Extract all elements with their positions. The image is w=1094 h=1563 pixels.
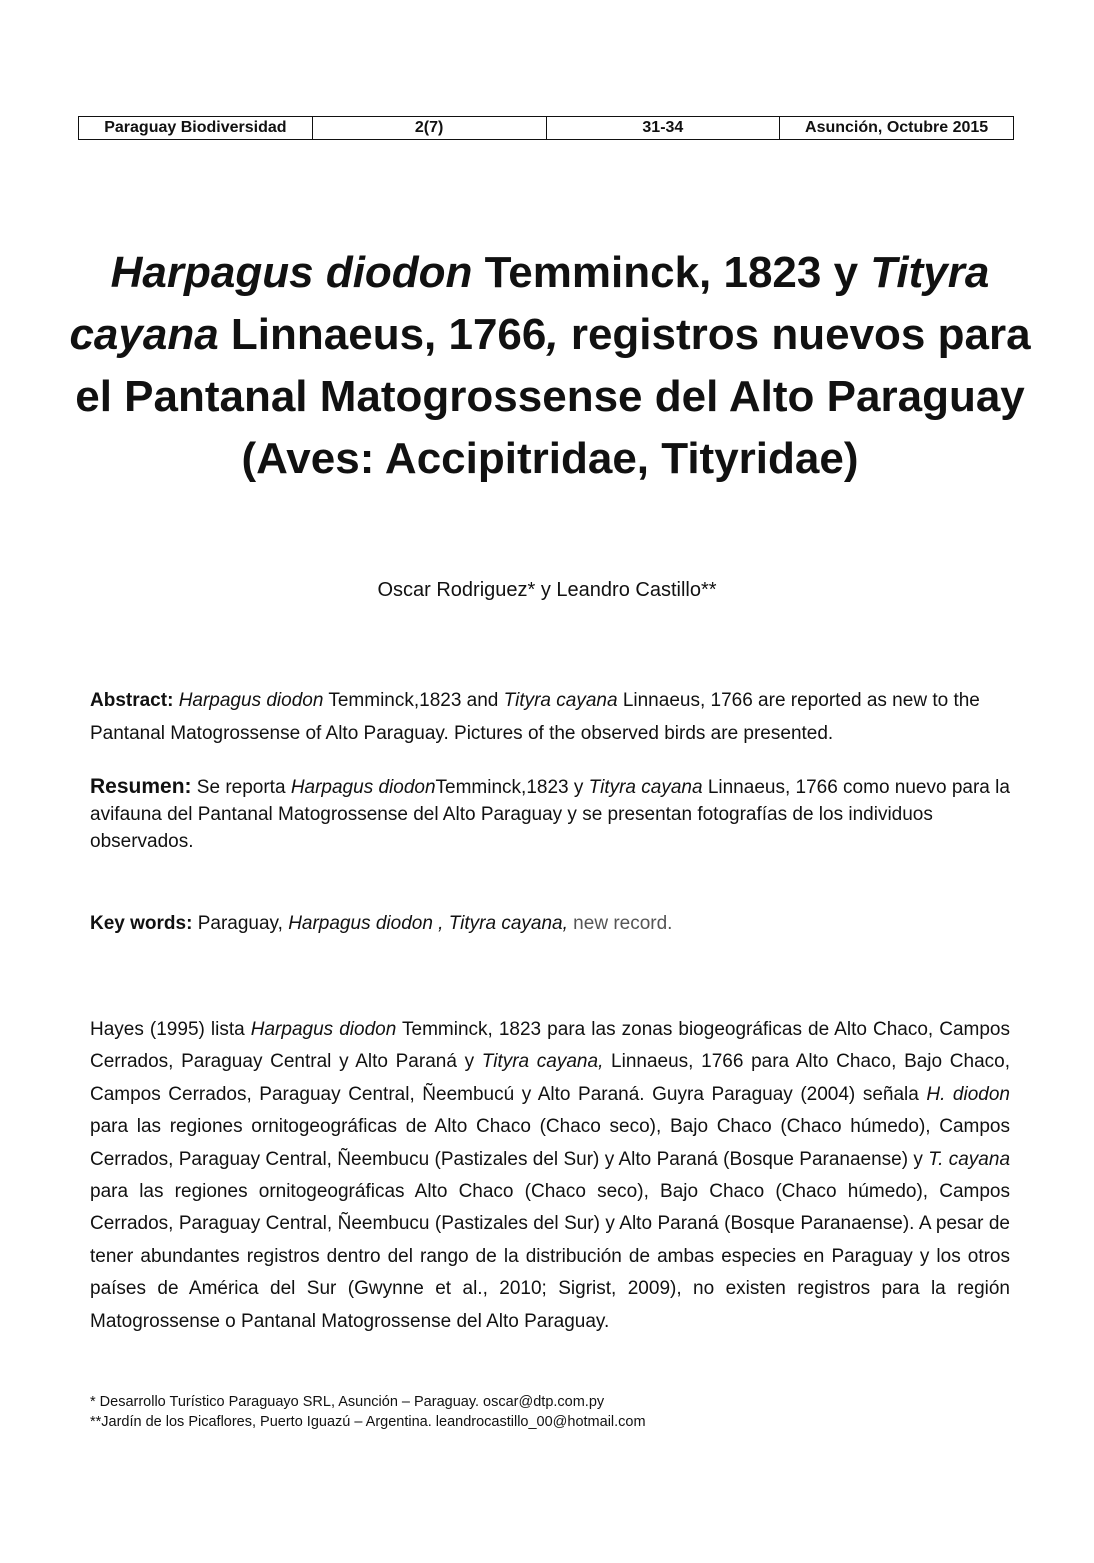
body-text-1: Hayes (1995) lista	[90, 1019, 251, 1040]
footnotes	[90, 1392, 1010, 1432]
abstract-label: Abstract:	[90, 690, 174, 711]
resumen-label: Resumen:	[90, 775, 192, 798]
abstract-text-2: Linnaeus, 1766 are reported as new to the Pantanal Matogrossense of Alto Paraguay. Pictures of the observed birds are presented.	[90, 690, 980, 744]
resumen	[90, 773, 1010, 855]
body-species-1: Harpagus diodon	[250, 1019, 397, 1040]
title-species-1: Harpagus diodon	[110, 248, 473, 297]
abstract-text-1: Temminck,1823 and	[323, 690, 504, 711]
body-species-2: Tityra cayana,	[481, 1051, 604, 1073]
body-text-2: Temminck, 1823 para las zonas biogeográficas de Alto Chaco, Campos Cerrados, Paraguay Central y Alto Paraná y	[90, 1019, 1011, 1073]
journal-place-date: Asunción, Octubre 2015	[780, 117, 1014, 140]
body-text-4: para las regiones ornitogeográficas de Alto Chaco (Chaco seco), Bajo Chaco (Chaco húmedo), Campos Cerrados, Paraguay Central, Ñeembucu (Pastizales del Sur) y Alto Paraná (Bosque Paranaense) y	[90, 1116, 1010, 1170]
title-text-2: Linnaeus, 1766	[218, 310, 547, 359]
journal-header-table	[78, 116, 1014, 140]
resumen-species-1: Harpagus diodon	[290, 777, 436, 798]
abstract	[90, 684, 1010, 750]
resumen-text-2: Temminck,1823 y	[435, 777, 589, 798]
keywords-species: Harpagus diodon , Tityra cayana,	[288, 913, 568, 934]
resumen-text-1: Se reporta	[191, 777, 291, 798]
body-text-5: para las regiones ornitogeográficas Alto Chaco (Chaco seco), Bajo Chaco (Chaco húmedo), Campos Cerrados, Paraguay Central, Ñeembucu (Pastizales del Sur) y Alto Paraná (Bosque Paranaense). A pesar de tener abundantes registros dentro del rango de la distribución de ambas especies en Paraguay y los otros países de América del Sur (Gwynne et al., 2010; Sigrist, 2009), no existen registros para la región Matogrossense o Pantanal Matogrossense del Alto Paraguay.	[90, 1181, 1010, 1332]
title-taxa: (Aves: Accipitridae, Tityridae)	[241, 434, 859, 483]
title-text-1: Temminck, 1823 y	[472, 248, 871, 297]
resumen-species-2: Tityra cayana	[588, 777, 703, 798]
body-species-3: H. diodon	[926, 1083, 1010, 1105]
journal-header-row	[79, 117, 1014, 140]
resumen-text-3: Linnaeus, 1766 como nuevo para la avifauna del Pantanal Matogrossense del Alto Paraguay y se presentan fotografías de los individuos observados.	[90, 777, 1010, 852]
title-species-2: Tityra cayana	[69, 248, 990, 359]
body-paragraph	[90, 1014, 1010, 1338]
footnote-1: * Desarrollo Turístico Paraguayo SRL, Asunción – Paraguay. oscar@dtp.com.py	[90, 1394, 605, 1410]
paper-title	[60, 242, 1040, 490]
keywords-label: Key words:	[90, 913, 193, 934]
abstract-species-2: Tityra cayana	[503, 690, 618, 711]
title-text-3: registros nuevos para el Pantanal Matogrossense del Alto Paraguay	[75, 310, 1031, 421]
keywords	[90, 910, 1010, 937]
body-text-3: Linnaeus, 1766 para Alto Chaco, Bajo Chaco, Campos Cerrados, Paraguay Central, Ñeembucú y Alto Paraná. Guyra Paraguay (2004) señala	[90, 1051, 1010, 1105]
keywords-text-2: new record.	[567, 913, 673, 934]
abstract-species-1: Harpagus diodon	[178, 690, 324, 711]
journal-name: Paraguay Biodiversidad	[79, 117, 313, 140]
body-species-4: T. cayana	[928, 1148, 1011, 1170]
journal-volume: 2(7)	[312, 117, 546, 140]
footnote-2: **Jardín de los Picaflores, Puerto Iguazú – Argentina. leandrocastillo_00@hotmail.com	[90, 1414, 646, 1430]
authors: Oscar Rodriguez* y Leandro Castillo**	[377, 579, 717, 601]
title-comma: ,	[546, 310, 559, 359]
keywords-text-1: Paraguay,	[192, 913, 289, 934]
journal-pages: 31-34	[546, 117, 780, 140]
